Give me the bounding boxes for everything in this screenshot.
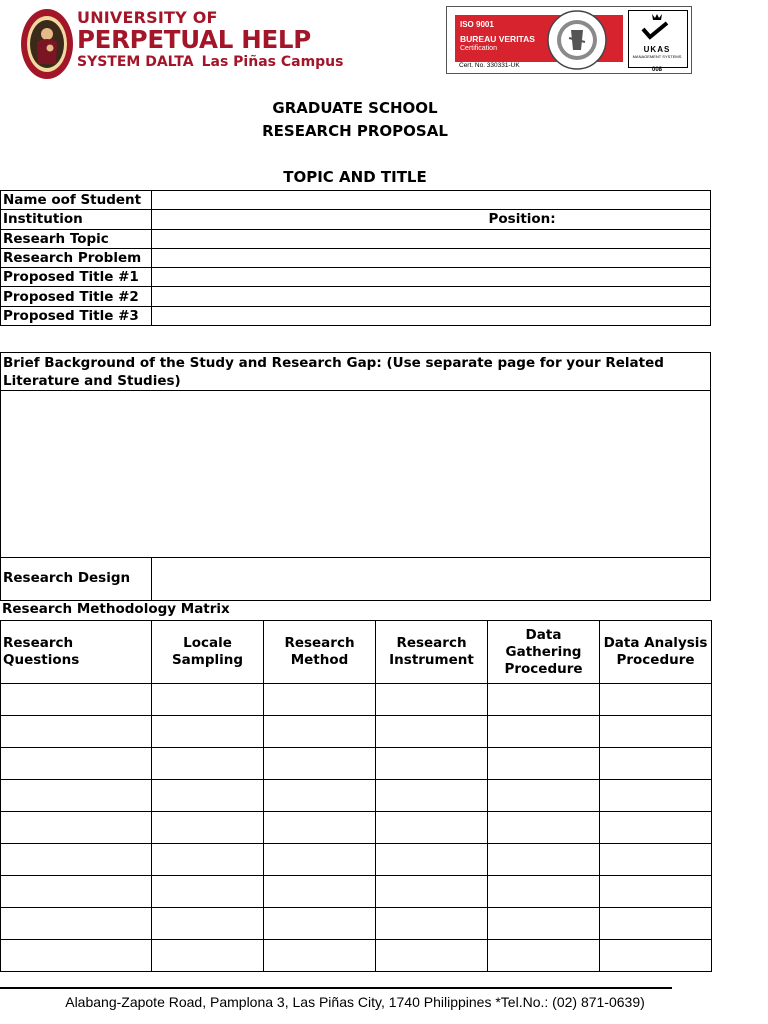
table-row [1,844,712,876]
matrix-cell[interactable] [264,684,376,716]
matrix-cell[interactable] [376,684,488,716]
matrix-cell[interactable] [264,876,376,908]
methodology-matrix [0,620,712,972]
header-research-method: Research Method [264,621,376,684]
matrix-cell[interactable] [1,844,152,876]
table-row [1,812,712,844]
position-field[interactable] [487,210,711,229]
header-data-gathering: Data Gathering Procedure [488,621,600,684]
matrix-cell[interactable] [152,940,264,972]
bureau-veritas-seal-icon [545,8,609,72]
university-line1: UNIVERSITY OF [77,8,218,27]
university-line2: PERPETUAL HELP [77,25,311,54]
header-locale-sampling: Locale Sampling [152,621,264,684]
matrix-body [1,684,712,972]
certification-badge [446,6,692,74]
matrix-cell[interactable] [376,716,488,748]
matrix-cell[interactable] [1,684,152,716]
campus-name: Las Piñas Campus [201,54,344,70]
matrix-cell[interactable] [152,716,264,748]
matrix-cell[interactable] [1,812,152,844]
certification-label: Certification [460,45,497,52]
table-row [1,268,711,287]
matrix-cell[interactable] [1,748,152,780]
university-name [77,10,343,69]
matrix-cell[interactable] [488,908,600,940]
matrix-cell[interactable] [376,940,488,972]
header-data-analysis: Data Analysis Procedure [600,621,712,684]
table-row [1,287,711,306]
matrix-cell[interactable] [152,812,264,844]
matrix-cell[interactable] [488,748,600,780]
research-design-label: Research Design [3,570,131,586]
title2-field[interactable] [152,287,711,306]
topic-label: Researh Topic [1,229,152,248]
matrix-cell[interactable] [488,812,600,844]
matrix-cell[interactable] [152,684,264,716]
matrix-cell[interactable] [600,780,712,812]
certificate-number: Cert. No. 330331-UK [459,62,520,69]
proposal-title: RESEARCH PROPOSAL [262,122,448,140]
matrix-cell[interactable] [600,908,712,940]
matrix-cell[interactable] [1,876,152,908]
header-research-questions: Research Questions [1,621,152,684]
matrix-cell[interactable] [600,684,712,716]
table-row [1,940,712,972]
matrix-cell[interactable] [376,812,488,844]
title3-field[interactable] [152,306,711,325]
matrix-cell[interactable] [152,844,264,876]
matrix-cell[interactable] [264,812,376,844]
matrix-cell[interactable] [264,908,376,940]
university-line3 [77,55,343,69]
title2-label: Proposed Title #2 [1,287,152,306]
ukas-label: UKAS [643,45,671,54]
matrix-cell[interactable] [152,876,264,908]
header-research-instrument: Research Instrument [376,621,488,684]
table-row [1,306,711,325]
iso-label: ISO 9001 [460,20,494,29]
matrix-cell[interactable] [600,940,712,972]
name-label: Name oof Student [1,191,152,210]
table-row [1,210,711,229]
matrix-cell[interactable] [152,780,264,812]
matrix-cell[interactable] [376,780,488,812]
matrix-cell[interactable] [264,844,376,876]
institution-field[interactable] [152,210,487,229]
matrix-cell[interactable] [1,940,152,972]
title3-label: Proposed Title #3 [1,306,152,325]
matrix-header-row [1,621,712,684]
footer-address: Alabang-Zapote Road, Pamplona 3, Las Piñas City, 1740 Philippines *Tel.No.: (02) 871-0639) [65,994,645,1010]
matrix-cell[interactable] [376,844,488,876]
institution-label: Institution [1,210,152,229]
matrix-cell[interactable] [264,748,376,780]
matrix-cell[interactable] [600,812,712,844]
matrix-cell[interactable] [152,748,264,780]
matrix-cell[interactable] [376,876,488,908]
system-name: SYSTEM DALTA [77,54,194,70]
topic-field[interactable] [152,229,711,248]
name-field[interactable] [152,191,711,210]
bureau-veritas-label: BUREAU VERITAS [460,34,535,44]
matrix-cell[interactable] [488,876,600,908]
table-row [1,191,711,210]
matrix-cell[interactable] [376,748,488,780]
background-heading: Brief Background of the Study and Research Gap: (Use separate page for your Related Literature and Studies) [1,353,710,391]
background-section [0,352,711,601]
matrix-cell[interactable] [264,940,376,972]
title1-label: Proposed Title #1 [1,268,152,287]
position-label: Position: [488,211,556,228]
matrix-cell[interactable] [264,716,376,748]
title1-field[interactable] [152,268,711,287]
matrix-cell[interactable] [488,844,600,876]
matrix-cell[interactable] [600,876,712,908]
table-row [1,229,711,248]
matrix-cell[interactable] [600,748,712,780]
table-row [1,716,712,748]
table-row [1,684,712,716]
ukas-subtitle: MANAGEMENT SYSTEMS [632,54,682,59]
research-design-row [1,557,710,601]
table-row [1,780,712,812]
matrix-cell[interactable] [376,908,488,940]
matrix-cell[interactable] [1,780,152,812]
table-row [1,248,711,267]
problem-label: Research Problem [1,248,152,267]
background-field[interactable] [1,392,710,557]
table-row [1,876,712,908]
student-info-table [0,190,711,326]
matrix-cell[interactable] [264,780,376,812]
research-design-field[interactable] [152,558,710,601]
matrix-cell[interactable] [1,908,152,940]
section-title: TOPIC AND TITLE [283,168,427,186]
matrix-cell[interactable] [488,940,600,972]
matrix-cell[interactable] [488,684,600,716]
seal-icon [20,8,74,80]
matrix-label: Research Methodology Matrix [2,601,230,617]
matrix-cell[interactable] [1,716,152,748]
problem-field[interactable] [152,248,711,267]
matrix-cell[interactable] [600,716,712,748]
ukas-crown-check-icon [633,11,681,45]
matrix-cell[interactable] [152,908,264,940]
footer-divider [0,987,672,989]
matrix-cell[interactable] [488,780,600,812]
matrix-cell[interactable] [600,844,712,876]
table-row [1,748,712,780]
ukas-number: 008 [651,67,662,73]
table-row [1,908,712,940]
school-title: GRADUATE SCHOOL [272,99,438,117]
matrix-cell[interactable] [488,716,600,748]
